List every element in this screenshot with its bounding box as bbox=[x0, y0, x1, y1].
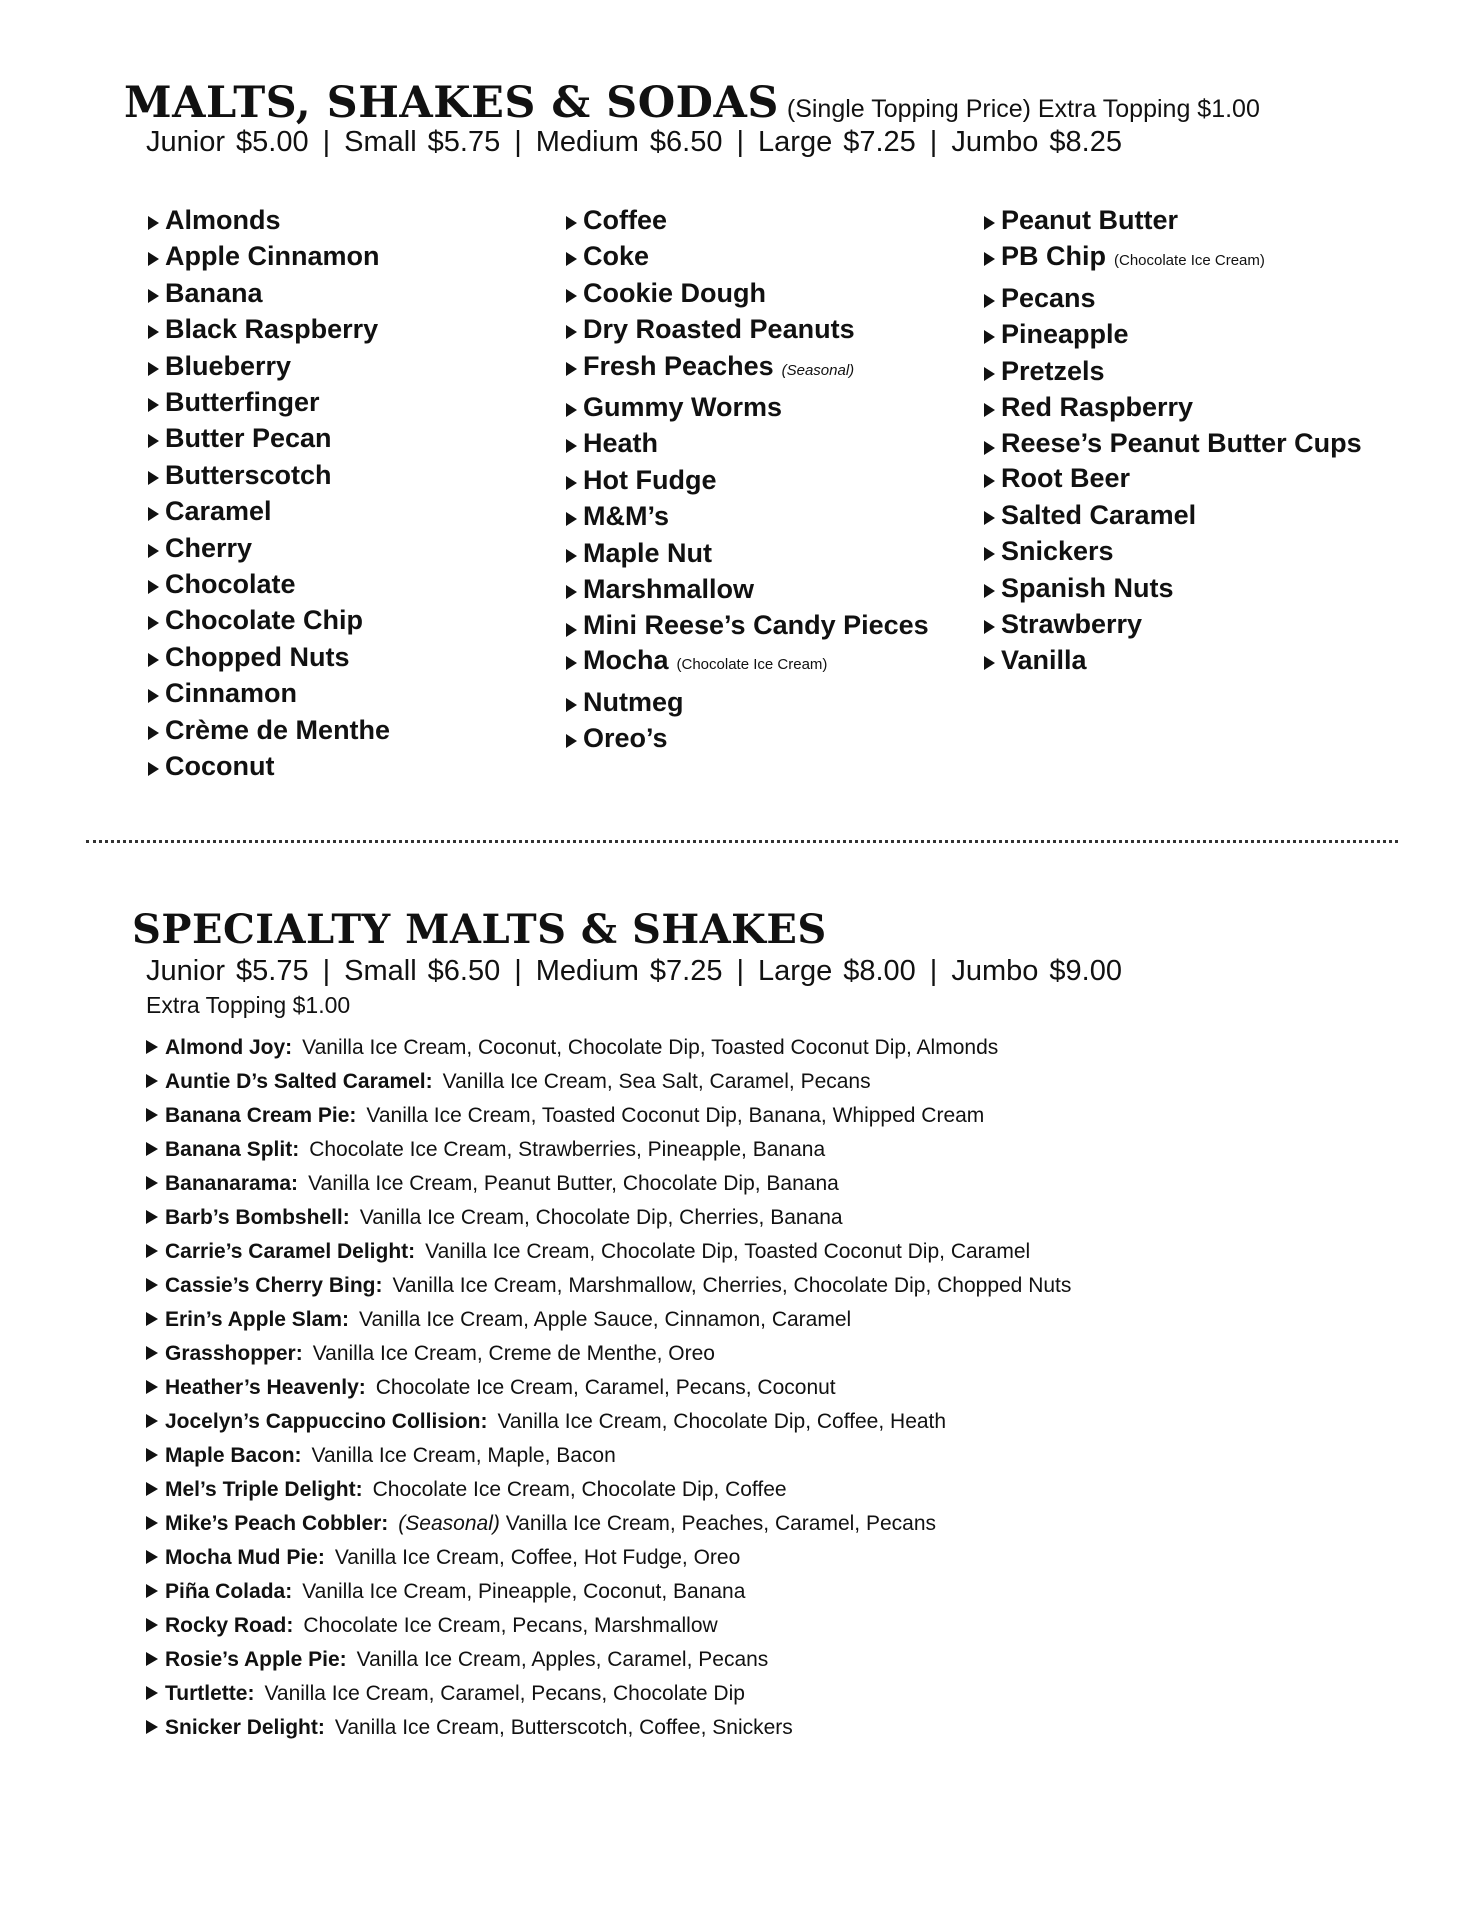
bullet-triangle-icon bbox=[148, 216, 159, 230]
flavor-name: Mocha bbox=[583, 645, 669, 676]
specialty-description bbox=[376, 1376, 836, 1399]
bullet-triangle-icon bbox=[146, 1550, 158, 1564]
bullet-triangle-icon bbox=[148, 362, 159, 376]
specialty-description bbox=[497, 1410, 946, 1433]
flavor-item bbox=[984, 202, 1394, 238]
specialty-item bbox=[146, 1167, 1396, 1201]
size-name: Small bbox=[344, 126, 417, 158]
section2-header bbox=[132, 906, 827, 953]
size-price: $6.50 bbox=[427, 955, 501, 987]
bullet-triangle-icon bbox=[148, 252, 159, 266]
size-price: $5.75 bbox=[236, 955, 309, 987]
bullet-triangle-icon bbox=[566, 325, 577, 339]
size-separator: | bbox=[322, 126, 331, 158]
bullet-triangle-icon bbox=[984, 216, 995, 230]
bullet-triangle-icon bbox=[984, 656, 995, 670]
flavor-column-2 bbox=[566, 202, 976, 757]
size-separator: | bbox=[929, 126, 938, 158]
section2-extra-topping: Extra Topping $1.00 bbox=[146, 992, 351, 1018]
flavor-item bbox=[566, 684, 976, 720]
specialty-name: Rosie’s Apple Pie: bbox=[165, 1648, 347, 1671]
specialty-ingredients: Vanilla Ice Cream, Sea Salt, Caramel, Pecans bbox=[442, 1070, 871, 1093]
specialty-name: Banana Split: bbox=[165, 1138, 300, 1161]
flavor-name: Chocolate Chip bbox=[165, 605, 364, 636]
flavor-item bbox=[148, 602, 558, 638]
flavor-note: (Chocolate Ice Cream) bbox=[1114, 252, 1265, 270]
flavor-name: Butterfinger bbox=[165, 387, 320, 418]
size-price: $8.25 bbox=[1049, 126, 1122, 158]
specialty-ingredients: Vanilla Ice Cream, Chocolate Dip, Toasted Coconut Dip, Caramel bbox=[425, 1240, 1031, 1263]
flavor-item bbox=[566, 535, 976, 571]
bullet-triangle-icon bbox=[148, 398, 159, 412]
flavor-name: Maple Nut bbox=[583, 537, 713, 568]
bullet-triangle-icon bbox=[146, 1482, 158, 1496]
size-name: Medium bbox=[535, 126, 639, 158]
flavor-name: Root Beer bbox=[1001, 463, 1131, 494]
specialty-item bbox=[146, 1269, 1396, 1303]
bullet-triangle-icon bbox=[146, 1278, 158, 1292]
specialty-name: Turtlette: bbox=[165, 1682, 255, 1705]
flavor-name: Spanish Nuts bbox=[1001, 572, 1174, 603]
size-separator: | bbox=[929, 955, 938, 987]
size-price: $5.00 bbox=[236, 126, 309, 158]
specialty-item bbox=[146, 1235, 1396, 1269]
flavor-item bbox=[984, 533, 1394, 569]
bullet-triangle-icon bbox=[566, 476, 577, 490]
flavor-item bbox=[566, 609, 976, 641]
flavor-item bbox=[984, 460, 1394, 496]
bullet-triangle-icon bbox=[566, 656, 577, 670]
flavor-item bbox=[984, 497, 1394, 533]
flavor-name: Vanilla bbox=[1001, 645, 1087, 676]
flavor-name: Cookie Dough bbox=[583, 277, 766, 308]
specialty-description bbox=[335, 1716, 793, 1739]
specialty-description bbox=[359, 1308, 851, 1331]
specialty-ingredients: Vanilla Ice Cream, Chocolate Dip, Coffee, Heath bbox=[497, 1410, 947, 1433]
specialty-name: Cassie’s Cherry Bing: bbox=[165, 1274, 383, 1297]
specialty-note: (Seasonal) bbox=[398, 1512, 500, 1535]
flavor-item bbox=[148, 530, 558, 566]
flavor-item bbox=[984, 280, 1394, 316]
section2-title: SPECIALTY MALTS & SHAKES bbox=[132, 906, 827, 953]
bullet-triangle-icon bbox=[566, 439, 577, 453]
flavor-name: Strawberry bbox=[1001, 609, 1143, 640]
bullet-triangle-icon bbox=[146, 1142, 158, 1156]
specialty-item bbox=[146, 1473, 1396, 1507]
specialty-item bbox=[146, 1643, 1396, 1677]
specialty-name: Maple Bacon: bbox=[165, 1444, 302, 1467]
size-separator: | bbox=[736, 955, 745, 987]
specialty-item bbox=[146, 1099, 1396, 1133]
flavor-name: Pretzels bbox=[1001, 355, 1105, 386]
section1-header bbox=[124, 78, 1260, 128]
specialty-description bbox=[398, 1512, 936, 1535]
bullet-triangle-icon bbox=[566, 734, 577, 748]
flavor-column-1 bbox=[148, 202, 558, 785]
flavor-name: Heath bbox=[583, 428, 659, 459]
flavor-name: Mini Reese’s Candy Pieces bbox=[583, 610, 929, 641]
size-name: Large bbox=[758, 955, 833, 987]
flavor-item bbox=[984, 570, 1394, 606]
specialty-name: Mel’s Triple Delight: bbox=[165, 1478, 363, 1501]
flavor-item bbox=[148, 384, 558, 420]
flavor-item bbox=[148, 748, 558, 784]
specialty-ingredients: Vanilla Ice Cream, Coconut, Chocolate Dip, Toasted Coconut Dip, Almonds bbox=[302, 1036, 999, 1059]
flavor-item bbox=[566, 311, 976, 347]
flavor-name: Coke bbox=[583, 241, 650, 272]
bullet-triangle-icon bbox=[148, 544, 159, 558]
bullet-triangle-icon bbox=[146, 1516, 158, 1530]
specialty-description bbox=[392, 1274, 1071, 1297]
specialty-item bbox=[146, 1133, 1396, 1167]
flavor-item bbox=[148, 493, 558, 529]
specialty-item bbox=[146, 1405, 1396, 1439]
flavor-item bbox=[148, 238, 558, 274]
bullet-triangle-icon bbox=[148, 471, 159, 485]
section1-size-prices bbox=[146, 126, 1122, 159]
flavor-item bbox=[566, 238, 976, 274]
bullet-triangle-icon bbox=[146, 1414, 158, 1428]
specialty-ingredients: Vanilla Ice Cream, Toasted Coconut Dip, Banana, Whipped Cream bbox=[366, 1104, 985, 1127]
specialty-item bbox=[146, 1507, 1396, 1541]
dotted-divider bbox=[86, 840, 1398, 843]
flavor-name: Chocolate bbox=[165, 569, 296, 600]
specialty-item bbox=[146, 1711, 1396, 1745]
flavor-item bbox=[148, 457, 558, 493]
specialty-item bbox=[146, 1303, 1396, 1337]
specialty-item bbox=[146, 1541, 1396, 1575]
specialty-ingredients: Vanilla Ice Cream, Chocolate Dip, Cherries, Banana bbox=[359, 1206, 843, 1229]
specialty-description bbox=[357, 1648, 769, 1671]
bullet-triangle-icon bbox=[146, 1652, 158, 1666]
bullet-triangle-icon bbox=[146, 1074, 158, 1088]
specialty-list bbox=[146, 1031, 1396, 1745]
size-name: Large bbox=[758, 126, 833, 158]
specialty-ingredients: Vanilla Ice Cream, Creme de Menthe, Oreo bbox=[312, 1342, 715, 1365]
specialty-ingredients: Vanilla Ice Cream, Marshmallow, Cherries, Chocolate Dip, Chopped Nuts bbox=[392, 1274, 1072, 1297]
flavor-item bbox=[566, 498, 976, 534]
bullet-triangle-icon bbox=[146, 1618, 158, 1632]
specialty-ingredients: Vanilla Ice Cream, Pineapple, Coconut, Banana bbox=[302, 1580, 746, 1603]
flavor-item bbox=[566, 275, 976, 311]
flavor-name: Pecans bbox=[1001, 282, 1096, 313]
section2-size-prices bbox=[146, 955, 1122, 988]
bullet-triangle-icon bbox=[566, 549, 577, 563]
size-price: $5.75 bbox=[427, 126, 501, 158]
bullet-triangle-icon bbox=[984, 620, 995, 634]
specialty-name: Heather’s Heavenly: bbox=[165, 1376, 366, 1399]
bullet-triangle-icon bbox=[146, 1312, 158, 1326]
flavor-name: Banana bbox=[165, 277, 263, 308]
specialty-item bbox=[146, 1371, 1396, 1405]
size-separator: | bbox=[736, 126, 745, 158]
bullet-triangle-icon bbox=[566, 252, 577, 266]
bullet-triangle-icon bbox=[566, 698, 577, 712]
flavor-item bbox=[148, 202, 558, 238]
flavor-column-3 bbox=[984, 202, 1394, 679]
specialty-item bbox=[146, 1031, 1396, 1065]
bullet-triangle-icon bbox=[148, 689, 159, 703]
bullet-triangle-icon bbox=[566, 512, 577, 526]
specialty-description bbox=[443, 1070, 871, 1093]
specialty-description bbox=[303, 1614, 717, 1637]
bullet-triangle-icon bbox=[984, 367, 995, 381]
flavor-name: M&M’s bbox=[583, 501, 669, 532]
flavor-name: Nutmeg bbox=[583, 686, 684, 717]
bullet-triangle-icon bbox=[984, 474, 995, 488]
flavor-name: Hot Fudge bbox=[583, 464, 717, 495]
flavor-name: Pineapple bbox=[1001, 319, 1129, 350]
flavor-item bbox=[566, 425, 976, 461]
flavor-name: Reese’s Peanut Butter Cups bbox=[1001, 428, 1362, 459]
flavor-name: Snickers bbox=[1001, 536, 1114, 567]
specialty-name: Auntie D’s Salted Caramel: bbox=[165, 1070, 433, 1093]
bullet-triangle-icon bbox=[984, 511, 995, 525]
bullet-triangle-icon bbox=[984, 294, 995, 308]
specialty-description bbox=[308, 1172, 839, 1195]
bullet-triangle-icon bbox=[148, 726, 159, 740]
size-name: Jumbo bbox=[951, 126, 1039, 158]
flavor-item bbox=[566, 462, 976, 498]
specialty-ingredients: Vanilla Ice Cream, Butterscotch, Coffee, Snickers bbox=[334, 1716, 793, 1739]
specialty-item bbox=[146, 1439, 1396, 1473]
specialty-name: Almond Joy: bbox=[165, 1036, 293, 1059]
flavor-item bbox=[566, 642, 976, 683]
specialty-item bbox=[146, 1065, 1396, 1099]
bullet-triangle-icon bbox=[148, 434, 159, 448]
flavor-item bbox=[566, 348, 976, 389]
flavor-item bbox=[984, 353, 1394, 389]
flavor-name: Marshmallow bbox=[583, 574, 755, 605]
flavor-name: Cherry bbox=[165, 532, 253, 563]
specialty-item bbox=[146, 1337, 1396, 1371]
specialty-ingredients: Vanilla Ice Cream, Apples, Caramel, Pecans bbox=[356, 1648, 769, 1671]
flavor-name: Apple Cinnamon bbox=[165, 241, 380, 272]
specialty-item bbox=[146, 1575, 1396, 1609]
flavor-item bbox=[566, 571, 976, 607]
flavor-name: Blueberry bbox=[165, 350, 292, 381]
specialty-description bbox=[360, 1206, 843, 1229]
specialty-ingredients: Vanilla Ice Cream, Peaches, Caramel, Pecans bbox=[505, 1512, 937, 1535]
size-price: $9.00 bbox=[1049, 955, 1122, 987]
size-price: $7.25 bbox=[649, 955, 723, 987]
specialty-description bbox=[335, 1546, 740, 1569]
size-separator: | bbox=[322, 955, 331, 987]
flavor-name: Coconut bbox=[165, 751, 275, 782]
flavor-name: PB Chip bbox=[1001, 241, 1106, 272]
specialty-name: Erin’s Apple Slam: bbox=[165, 1308, 349, 1331]
bullet-triangle-icon bbox=[984, 584, 995, 598]
flavor-item bbox=[148, 675, 558, 711]
specialty-description bbox=[373, 1478, 787, 1501]
flavor-name: Black Raspberry bbox=[165, 314, 379, 345]
bullet-triangle-icon bbox=[566, 623, 577, 637]
flavor-item bbox=[984, 606, 1394, 642]
flavor-name: Cinnamon bbox=[165, 678, 297, 709]
specialty-name: Mocha Mud Pie: bbox=[165, 1546, 325, 1569]
flavor-item bbox=[984, 316, 1394, 352]
flavor-note: (Seasonal) bbox=[781, 361, 855, 379]
bullet-triangle-icon bbox=[984, 330, 995, 344]
flavor-item bbox=[566, 720, 976, 756]
specialty-name: Banana Cream Pie: bbox=[165, 1104, 357, 1127]
specialty-description bbox=[302, 1580, 745, 1603]
specialty-description bbox=[313, 1342, 715, 1365]
specialty-ingredients: Chocolate Ice Cream, Pecans, Marshmallow bbox=[303, 1614, 718, 1637]
flavor-item bbox=[984, 427, 1394, 459]
bullet-triangle-icon bbox=[566, 362, 577, 376]
flavor-item bbox=[984, 389, 1394, 425]
flavor-item bbox=[148, 420, 558, 456]
bullet-triangle-icon bbox=[146, 1176, 158, 1190]
size-price: $6.50 bbox=[649, 126, 723, 158]
flavor-name: Chopped Nuts bbox=[165, 641, 350, 672]
bullet-triangle-icon bbox=[146, 1584, 158, 1598]
flavor-item bbox=[566, 389, 976, 425]
flavor-item bbox=[148, 311, 558, 347]
specialty-ingredients: Chocolate Ice Cream, Caramel, Pecans, Coconut bbox=[375, 1376, 836, 1399]
bullet-triangle-icon bbox=[566, 289, 577, 303]
specialty-name: Carrie’s Caramel Delight: bbox=[165, 1240, 416, 1263]
section1-title: MALTS, SHAKES & SODAS bbox=[124, 78, 779, 128]
specialty-description bbox=[302, 1036, 998, 1059]
flavor-name: Peanut Butter bbox=[1001, 205, 1179, 235]
specialty-description bbox=[309, 1138, 825, 1161]
bullet-triangle-icon bbox=[984, 547, 995, 561]
specialty-item bbox=[146, 1201, 1396, 1235]
bullet-triangle-icon bbox=[566, 403, 577, 417]
flavor-note: (Chocolate Ice Cream) bbox=[676, 656, 828, 674]
flavor-name: Dry Roasted Peanuts bbox=[583, 314, 855, 345]
bullet-triangle-icon bbox=[146, 1244, 158, 1258]
flavor-name: Red Raspberry bbox=[1001, 392, 1194, 423]
specialty-ingredients: Vanilla Ice Cream, Apple Sauce, Cinnamon, Caramel bbox=[359, 1308, 852, 1331]
specialty-name: Grasshopper: bbox=[165, 1342, 303, 1365]
bullet-triangle-icon bbox=[566, 585, 577, 599]
specialty-item bbox=[146, 1609, 1396, 1643]
size-separator: | bbox=[514, 126, 522, 158]
specialty-name: Piña Colada: bbox=[165, 1580, 293, 1603]
bullet-triangle-icon bbox=[146, 1720, 158, 1734]
flavor-item bbox=[148, 348, 558, 384]
flavor-item bbox=[566, 202, 976, 238]
size-name: Junior bbox=[146, 955, 225, 987]
flavor-item bbox=[148, 275, 558, 311]
flavor-name: Gummy Worms bbox=[583, 392, 783, 423]
flavor-item bbox=[148, 566, 558, 602]
size-name: Junior bbox=[146, 126, 225, 158]
specialty-ingredients: Vanilla Ice Cream, Coffee, Hot Fudge, Oreo bbox=[334, 1546, 741, 1569]
flavor-item bbox=[148, 639, 558, 675]
specialty-name: Bananarama: bbox=[165, 1172, 299, 1195]
specialty-description bbox=[366, 1104, 984, 1127]
size-price: $8.00 bbox=[843, 955, 916, 987]
flavor-name: Almonds bbox=[165, 205, 281, 235]
bullet-triangle-icon bbox=[984, 403, 995, 417]
bullet-triangle-icon bbox=[146, 1686, 158, 1700]
flavor-item bbox=[984, 238, 1394, 279]
bullet-triangle-icon bbox=[566, 216, 577, 230]
specialty-description bbox=[425, 1240, 1030, 1263]
specialty-ingredients: Chocolate Ice Cream, Strawberries, Pineapple, Banana bbox=[309, 1138, 826, 1161]
flavor-name: Butterscotch bbox=[165, 459, 332, 490]
flavor-name: Coffee bbox=[583, 205, 668, 235]
bullet-triangle-icon bbox=[146, 1210, 158, 1224]
flavor-name: Butter Pecan bbox=[165, 423, 332, 454]
specialty-description bbox=[264, 1682, 745, 1705]
bullet-triangle-icon bbox=[148, 616, 159, 630]
section1-topping-note: (Single Topping Price) Extra Topping $1.00 bbox=[786, 95, 1260, 123]
specialty-ingredients: Vanilla Ice Cream, Caramel, Pecans, Chocolate Dip bbox=[264, 1682, 745, 1705]
bullet-triangle-icon bbox=[148, 653, 159, 667]
bullet-triangle-icon bbox=[148, 580, 159, 594]
flavor-name: Salted Caramel bbox=[1001, 499, 1197, 530]
size-name: Jumbo bbox=[951, 955, 1039, 987]
bullet-triangle-icon bbox=[146, 1448, 158, 1462]
bullet-triangle-icon bbox=[148, 325, 159, 339]
bullet-triangle-icon bbox=[984, 441, 995, 455]
specialty-name: Rocky Road: bbox=[165, 1614, 294, 1637]
size-name: Small bbox=[344, 955, 417, 987]
flavor-name: Caramel bbox=[165, 496, 272, 527]
flavor-name: Fresh Peaches bbox=[583, 350, 774, 381]
bullet-triangle-icon bbox=[984, 252, 995, 266]
bullet-triangle-icon bbox=[148, 289, 159, 303]
bullet-triangle-icon bbox=[146, 1346, 158, 1360]
bullet-triangle-icon bbox=[146, 1040, 158, 1054]
flavor-item bbox=[984, 642, 1394, 678]
size-separator: | bbox=[514, 955, 522, 987]
bullet-triangle-icon bbox=[148, 507, 159, 521]
specialty-ingredients: Vanilla Ice Cream, Maple, Bacon bbox=[311, 1444, 616, 1467]
flavor-name: Oreo’s bbox=[583, 723, 668, 754]
specialty-name: Snicker Delight: bbox=[165, 1716, 325, 1739]
specialty-ingredients: Chocolate Ice Cream, Chocolate Dip, Coffee bbox=[372, 1478, 787, 1501]
specialty-ingredients: Vanilla Ice Cream, Peanut Butter, Chocolate Dip, Banana bbox=[308, 1172, 839, 1195]
bullet-triangle-icon bbox=[146, 1108, 158, 1122]
size-price: $7.25 bbox=[843, 126, 916, 158]
flavor-item bbox=[148, 712, 558, 748]
size-name: Medium bbox=[535, 955, 639, 987]
specialty-name: Jocelyn’s Cappuccino Collision: bbox=[165, 1410, 488, 1433]
bullet-triangle-icon bbox=[146, 1380, 158, 1394]
specialty-name: Barb’s Bombshell: bbox=[165, 1206, 350, 1229]
flavor-name: Crème de Menthe bbox=[165, 714, 391, 745]
specialty-name: Mike’s Peach Cobbler: bbox=[165, 1512, 389, 1535]
bullet-triangle-icon bbox=[148, 762, 159, 776]
specialty-description bbox=[312, 1444, 616, 1467]
specialty-item bbox=[146, 1677, 1396, 1711]
